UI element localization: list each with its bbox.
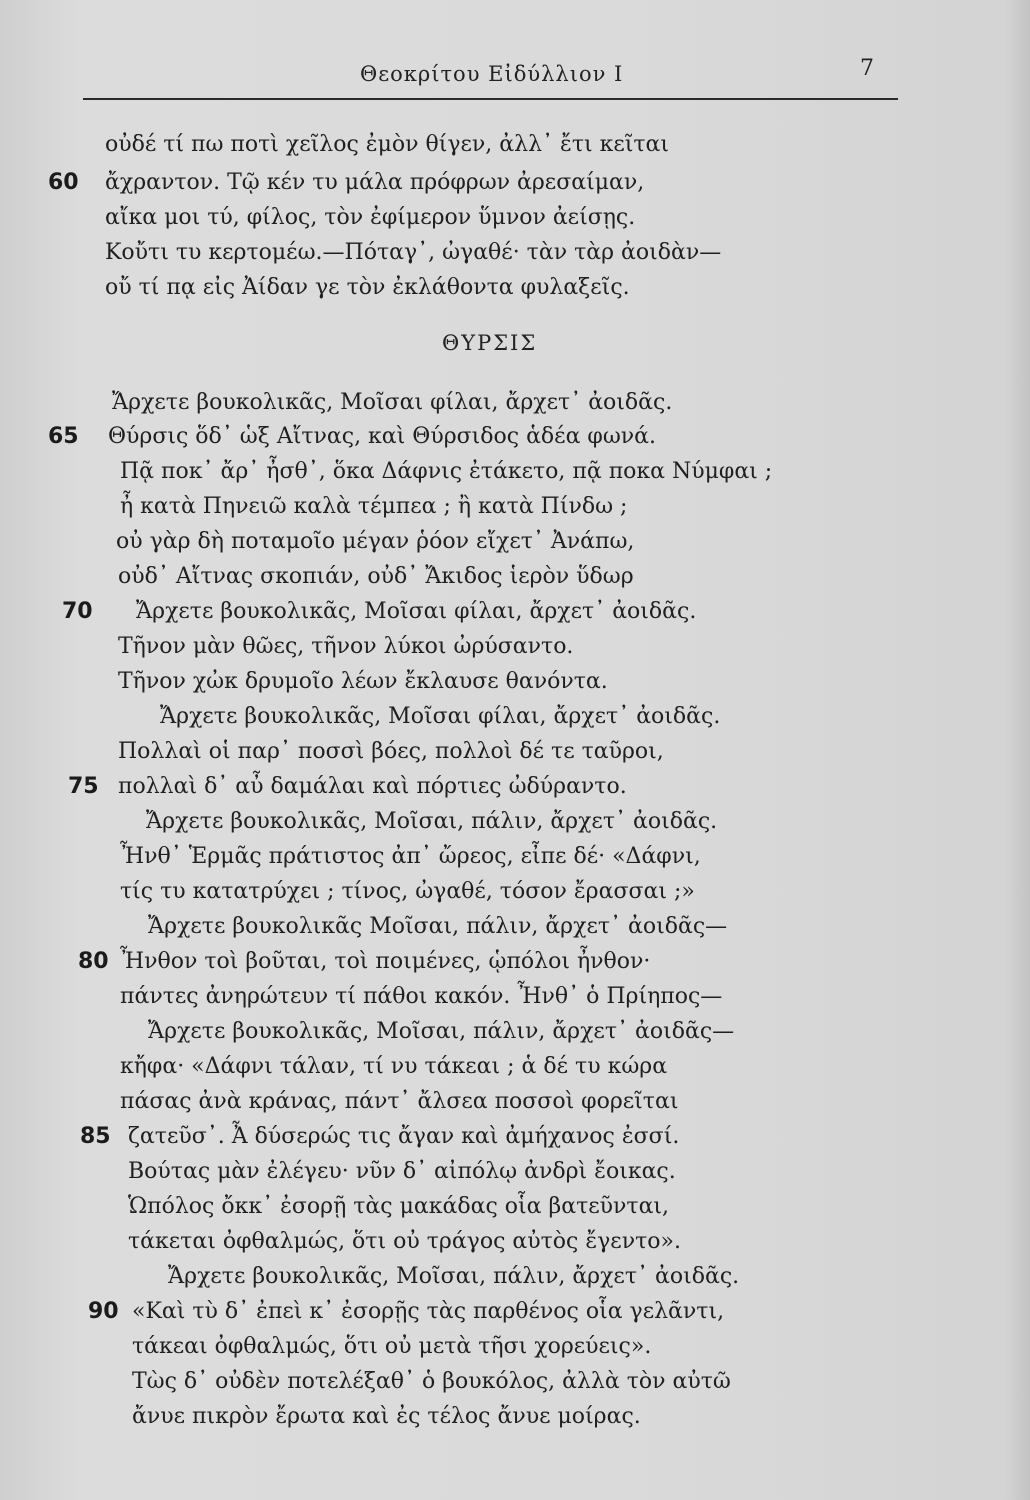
- verse-line: [0, 986, 1000, 1012]
- verse-line: [0, 846, 1000, 872]
- verse-line: [0, 242, 1000, 268]
- verse-line: [0, 496, 1000, 522]
- verse-text: τάκεται ὀφθαλμώς, ὅτι οὐ τράγος αὐτὸς ἔγεντο».: [128, 1229, 681, 1254]
- verse-text: Ἦνθον τοὶ βοῦται, τοὶ ποιμένες, ᾡπόλοι ἦνθον·: [120, 949, 651, 974]
- verse-text: πάντες ἀνηρώτευν τί πάθοι κακόν. Ἦνθ᾽ ὁ Πρίηπος—: [120, 984, 723, 1009]
- verse-line: [0, 776, 1000, 802]
- verse-text: «Καὶ τὺ δ᾽ ἐπεὶ κ᾽ ἐσορῇς τὰς παρθένος οἷα γελᾶντι,: [132, 1299, 725, 1324]
- verse-text: Βούτας μὰν ἐλέγευ· νῦν δ᾽ αἰπόλῳ ἀνδρὶ ἔοικας.: [128, 1159, 676, 1184]
- header-rule: [83, 98, 898, 100]
- verse-line: [0, 881, 1000, 907]
- verse-line: [0, 1196, 1000, 1222]
- verse-line: [0, 392, 1000, 418]
- verse-text: κἤφα· «Δάφνι τάλαν, τί νυ τάκεαι ; ἁ δέ τυ κώρα: [120, 1054, 668, 1079]
- verse-line: [0, 636, 1000, 662]
- verse-text: Θύρσις ὅδ᾽ ὡξ Αἴτνας, καὶ Θύρσιδος ἁδέα φωνά.: [108, 424, 656, 449]
- verse-line: [0, 1231, 1000, 1257]
- line-number: 60: [48, 170, 79, 195]
- verse-line: [0, 1266, 1000, 1292]
- verse-text: πολλαὶ δ᾽ αὖ δαμάλαι καὶ πόρτιες ὠδύραντο.: [118, 774, 627, 799]
- verse-text: τάκεαι ὀφθαλμώς, ὅτι οὐ μετὰ τῆσι χορεύεις».: [132, 1334, 652, 1359]
- verse-text: Ὡπόλος ὄκκ᾽ ἐσορῇ τὰς μακάδας οἷα βατεῦνται,: [128, 1194, 670, 1219]
- verse-text: Ἄρχετε βουκολικᾶς, Μοῖσαι, πάλιν, ἄρχετ᾽ ἀοιδᾶς.: [168, 1264, 740, 1289]
- verse-text: ἄνυε πικρὸν ἔρωτα καὶ ἐς τέλος ἄνυε μοίρας.: [132, 1404, 641, 1429]
- verse-text: Ἄρχετε βουκολικᾶς, Μοῖσαι, πάλιν, ἄρχετ᾽ ἀοιδᾶς.: [146, 809, 718, 834]
- verse-text: Ἄρχετε βουκολικᾶς, Μοῖσαι φίλαι, ἄρχετ᾽ ἀοιδᾶς.: [112, 390, 673, 415]
- page-edge-shadow: [1006, 0, 1030, 1500]
- verse-text: αἴκα μοι τύ, φίλος, τὸν ἐφίμερον ὕμνον ἀείσῃς.: [105, 205, 636, 230]
- line-number: 65: [48, 424, 79, 449]
- running-title: Θεοκρίτου Εἰδύλλιον Ι: [360, 62, 624, 86]
- verse-text: Ἄρχετε βουκολικᾶς, Μοῖσαι φίλαι, ἄρχετ᾽ ἀοιδᾶς.: [136, 599, 697, 624]
- verse-text: Τῆνον μὰν θῶες, τῆνον λύκοι ὠρύσαντο.: [118, 634, 574, 659]
- line-number: 80: [78, 949, 109, 974]
- verse-line: [0, 1021, 1000, 1047]
- verse-line: [0, 1056, 1000, 1082]
- line-number: 90: [88, 1299, 119, 1324]
- verse-line: [0, 1301, 1000, 1327]
- verse-text: Ἄρχετε βουκολικᾶς Μοῖσαι, πάλιν, ἄρχετ᾽ ἀοιδᾶς—: [148, 914, 728, 939]
- line-number: 85: [80, 1124, 111, 1149]
- verse-text: πάσας ἀνὰ κράνας, πάντ᾽ ἄλσεα ποσσοὶ φορεῖται: [120, 1089, 679, 1114]
- verse-text: Πολλαὶ οἱ παρ᾽ ποσσὶ βόες, πολλοὶ δέ τε ταῦροι,: [118, 739, 664, 764]
- verse-line: [0, 1091, 1000, 1117]
- verse-text: οὐ γὰρ δὴ ποταμοῖο μέγαν ῥόον εἴχετ᾽ Ἀνάπω,: [116, 529, 635, 554]
- verse-line: [0, 461, 1000, 487]
- verse-text: ζατεῦσ᾽. Ἆ δύσερώς τις ἄγαν καὶ ἀμήχανος ἐσσί.: [128, 1124, 680, 1149]
- verse-text: τίς τυ κατατρύχει ; τίνος, ὠγαθέ, τόσον ἔρασσαι ;»: [120, 879, 695, 904]
- verse-text: Τὼς δ᾽ οὐδὲν ποτελέξαθ᾽ ὁ βουκόλος, ἀλλὰ τὸν αὐτῶ: [132, 1369, 731, 1394]
- line-number: 75: [68, 774, 99, 799]
- verse-text: Ἦνθ᾽ Ἑρμᾶς πράτιστος ἀπ᾽ ὤρεος, εἶπε δέ· «Δάφνι,: [120, 844, 701, 869]
- verse-line: [0, 916, 1000, 942]
- line-number: 70: [62, 599, 93, 624]
- verse-line: [0, 277, 1000, 303]
- verse-line: [0, 1161, 1000, 1187]
- verse-text: Ἄρχετε βουκολικᾶς, Μοῖσαι, πάλιν, ἄρχετ᾽ ἀοιδᾶς—: [148, 1019, 735, 1044]
- verse-line: [0, 671, 1000, 697]
- verse-line: [0, 1126, 1000, 1152]
- verse-line: [0, 1336, 1000, 1362]
- verse-line: [0, 566, 1000, 592]
- verse-text: οὔ τί πᾳ εἰς Ἀίδαν γε τὸν ἐκλάθοντα φυλαξεῖς.: [105, 275, 630, 300]
- verse-line: [0, 1406, 1000, 1432]
- verse-text: οὐδέ τί πω ποτὶ χεῖλος ἐμὸν θίγεν, ἀλλ᾽ ἔτι κεῖται: [105, 132, 670, 157]
- verse-line: [0, 1371, 1000, 1397]
- verse-line: [0, 134, 1000, 160]
- verse-line: [0, 706, 1000, 732]
- verse-text: Πᾷ ποκ᾽ ἄρ᾽ ἦσθ᾽, ὅκα Δάφνις ἐτάκετο, πᾷ ποκα Νύμφαι ;: [120, 459, 773, 484]
- verse-text: ἄχραντον. Τῷ κέν τυ μάλα πρόφρων ἀρεσαίμαν,: [105, 170, 645, 195]
- verse-line: [0, 811, 1000, 837]
- verse-text: Κοὔτι τυ κερτομέω.—Πόταγ᾽, ὠγαθέ· τὰν τὰρ ἀοιδὰν—: [105, 240, 722, 265]
- speaker-heading: ΘΥΡΣΙΣ: [442, 331, 538, 355]
- verse-text: οὐδ᾽ Αἴτνας σκοπιάν, οὐδ᾽ Ἄκιδος ἱερὸν ὕδωρ: [118, 564, 634, 589]
- verse-line: [0, 951, 1000, 977]
- verse-text: Τῆνον χὠκ δρυμοῖο λέων ἔκλαυσε θανόντα.: [118, 669, 608, 694]
- verse-line: [0, 741, 1000, 767]
- verse-line: [0, 207, 1000, 233]
- verse-line: [0, 531, 1000, 557]
- verse-text: Ἄρχετε βουκολικᾶς, Μοῖσαι φίλαι, ἄρχετ᾽ ἀοιδᾶς.: [160, 704, 721, 729]
- verse-line: [0, 601, 1000, 627]
- verse-line: [0, 426, 1000, 452]
- verse-text: ἦ κατὰ Πηνειῶ καλὰ τέμπεα ; ἢ κατὰ Πίνδω ;: [120, 494, 628, 519]
- page-number: 7: [860, 56, 874, 81]
- verse-line: [0, 172, 1000, 198]
